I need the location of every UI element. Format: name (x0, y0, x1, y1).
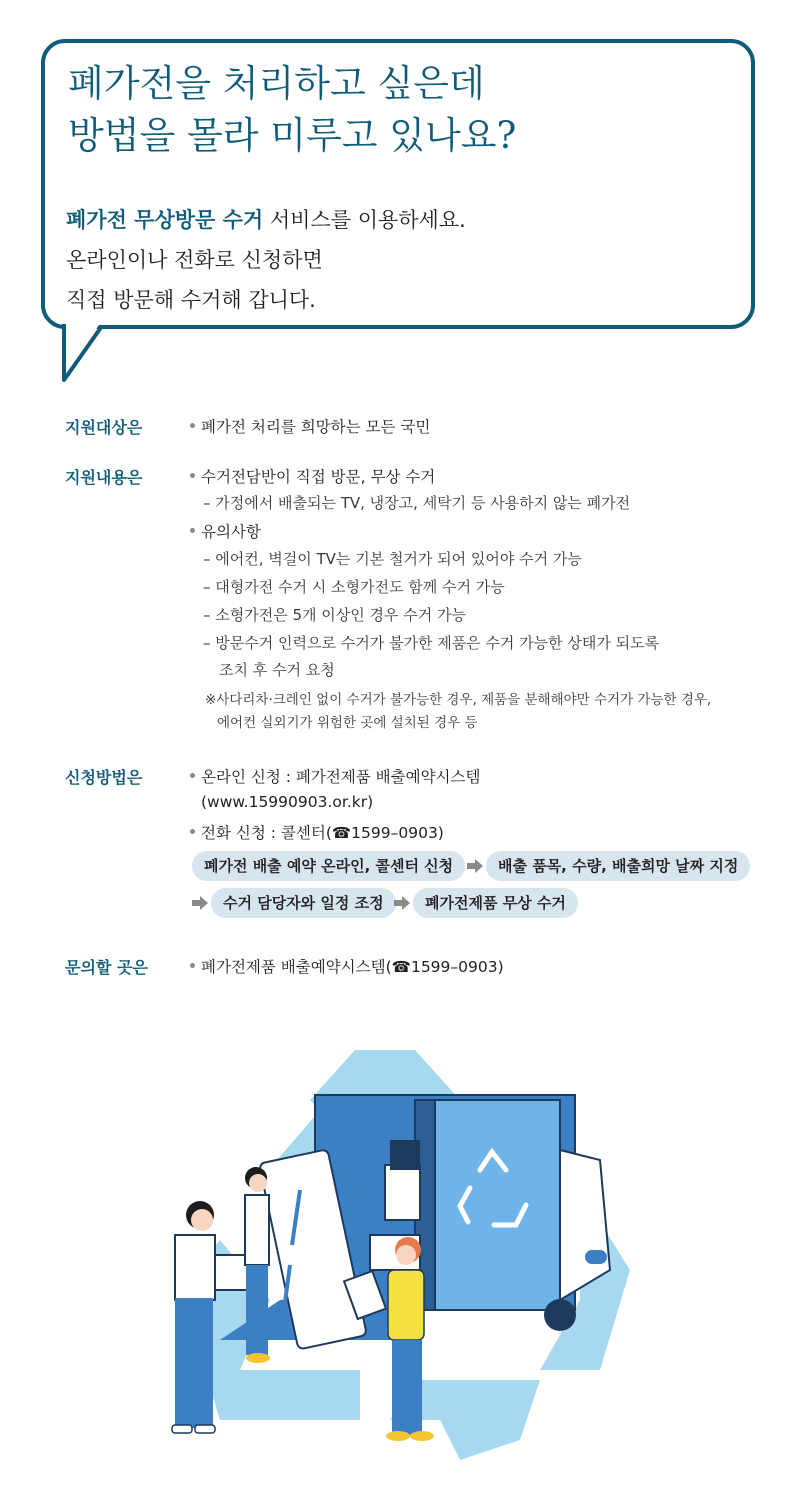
headline-line-2: 방법을 몰라 미루고 있나요? (68, 114, 517, 157)
content-note-1: – 에어컨, 벽걸이 TV는 기본 철거가 되어 있어야 수거 가능 (203, 550, 582, 568)
section-label-content: 지원내용은 (65, 468, 143, 487)
target-item: 폐가전 처리를 희망하는 모든 국민 (190, 415, 430, 437)
section-label-apply: 신청방법은 (65, 768, 143, 787)
content-note-4b: 조치 후 수거 요청 (219, 661, 335, 679)
intro-text (66, 200, 466, 320)
arrow-right-icon (467, 859, 483, 873)
step-3-pill: 수거 담당자와 일정 조정 (211, 888, 396, 918)
content-note-3: – 소형가전은 5개 이상인 경우 수거 가능 (203, 606, 467, 624)
bubble-tail (58, 320, 108, 384)
section-label-contact: 문의할 곳은 (65, 958, 148, 977)
intro-highlight: 폐가전 무상방문 수거 (66, 208, 264, 232)
step-4-pill: 폐가전제품 무상 수거 (413, 888, 578, 918)
headline (68, 58, 516, 162)
intro-line-3: 직접 방문해 수거해 갑니다. (66, 288, 316, 312)
apply-phone: 전화 신청 : 콜센터(☎1599–0903) (190, 821, 444, 843)
content-remark-a: ※사다리차·크레인 없이 수거가 불가능한 경우, 제품을 분해해야만 수거가 가능한 경우, (205, 692, 712, 708)
intro-line-1: 서비스를 이용하세요. (263, 208, 466, 232)
content-note-2: – 대형가전 수거 시 소형가전도 함께 수거 가능 (203, 578, 505, 596)
headline-line-1: 폐가전을 처리하고 싶은데 (68, 62, 485, 105)
content-item-2: 유의사항 (190, 520, 261, 542)
arrow-right-icon (192, 896, 208, 910)
intro-line-2: 온라인이나 전화로 신청하면 (66, 248, 323, 272)
section-label-target: 지원대상은 (65, 418, 143, 437)
recycle-truck-illustration (160, 1040, 660, 1480)
step-2-pill: 배출 품목, 수량, 배출희망 날짜 지정 (486, 851, 750, 881)
contact-item: 폐가전제품 배출예약시스템(☎1599–0903) (190, 955, 504, 977)
content-item-1: 수거전담반이 직접 방문, 무상 수거 (190, 465, 435, 487)
apply-url[interactable]: (www.15990903.or.kr) (201, 793, 374, 811)
content-note-4a: – 방문수거 인력으로 수거가 불가한 제품은 수거 가능한 상태가 되도록 (203, 634, 660, 652)
arrow-right-icon (394, 896, 410, 910)
content-remark-b: 에어컨 실외기가 위험한 곳에 설치된 경우 등 (217, 715, 478, 731)
content-item-1-sub: – 가정에서 배출되는 TV, 냉장고, 세탁기 등 사용하지 않는 폐가전 (203, 494, 631, 512)
step-1-pill: 폐가전 배출 예약 온라인, 콜센터 신청 (192, 851, 465, 881)
apply-online: 온라인 신청 : 폐가전제품 배출예약시스템 (190, 765, 480, 787)
